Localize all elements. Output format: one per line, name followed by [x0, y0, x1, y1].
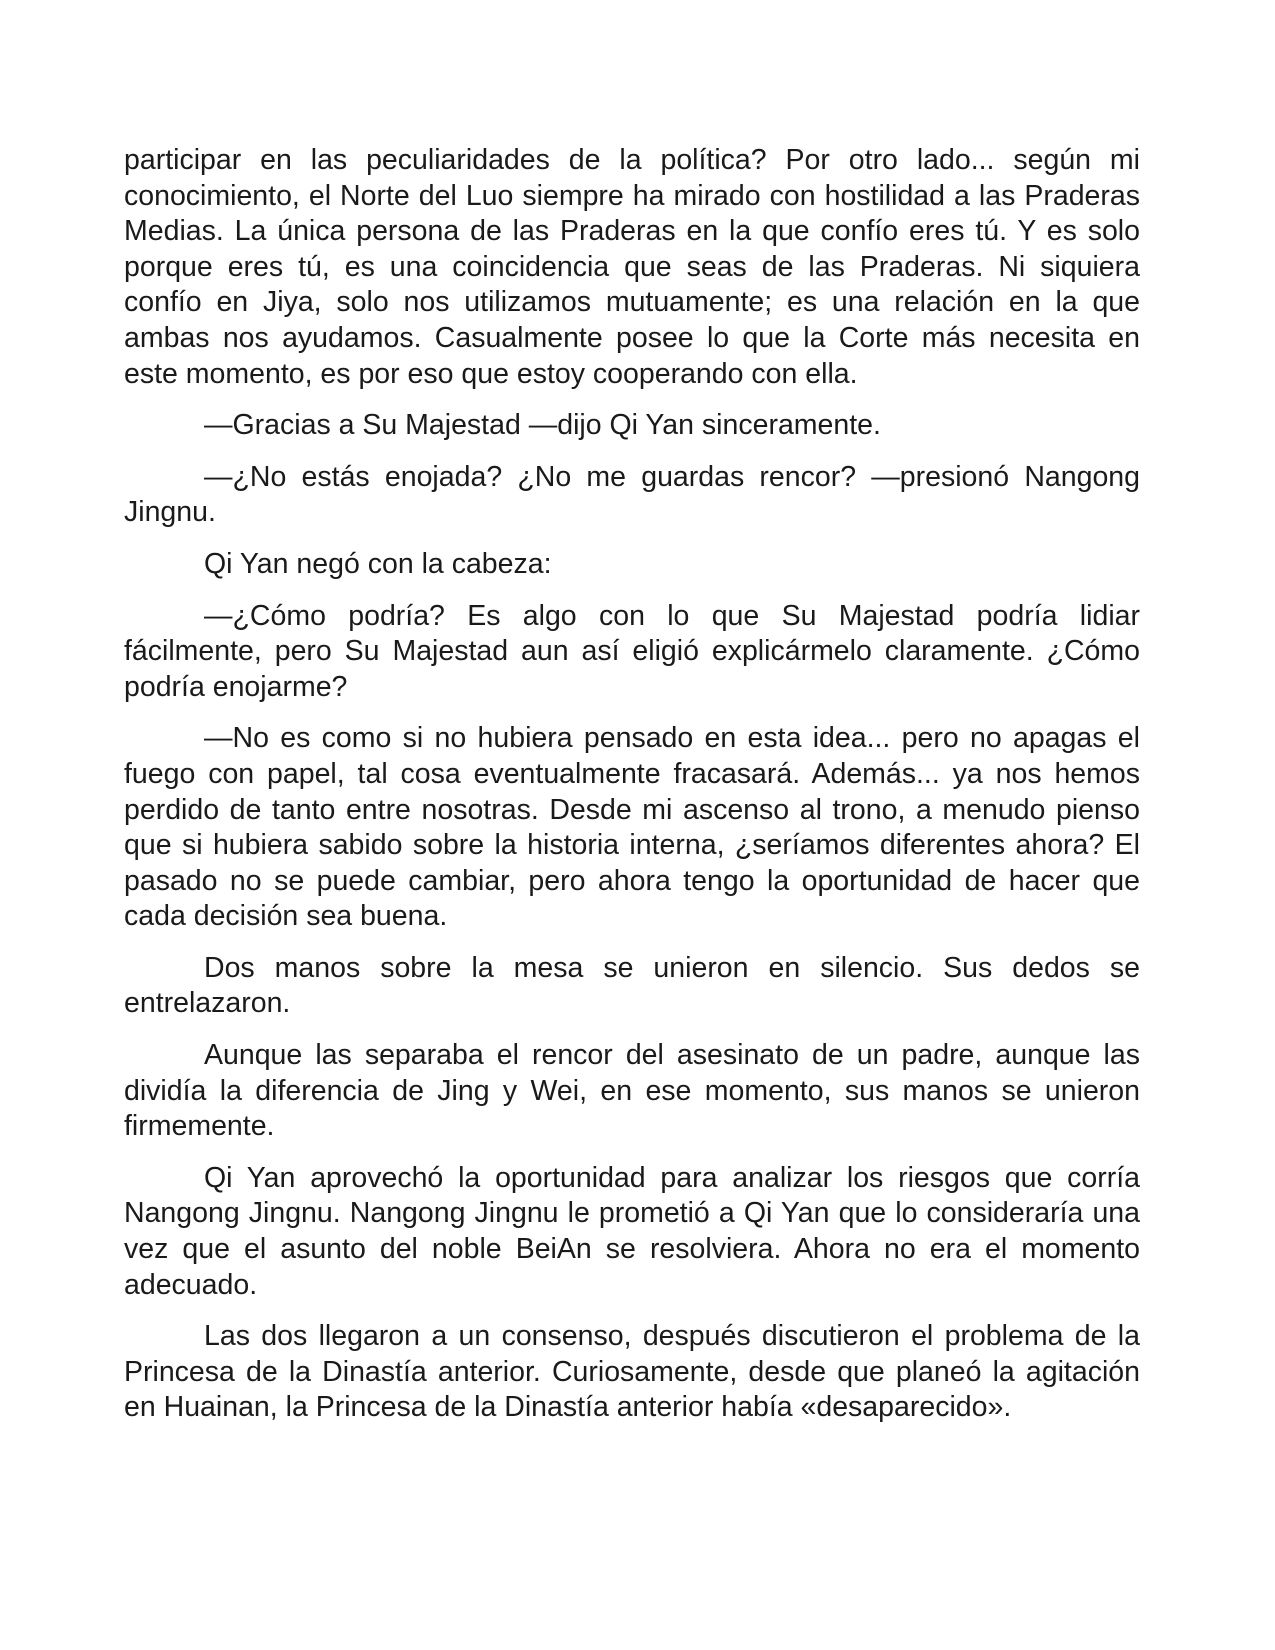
paragraph-narration-head-shake: Qi Yan negó con la cabeza:: [204, 547, 552, 580]
paragraph-dialogue-question: —¿No estás enojada? ¿No me guardas rencor? —presionó Nangong Jingnu.: [124, 460, 1140, 529]
paragraph-dialogue-explanation: —No es como si no hubiera pensado en esta idea... pero no apagas el fuego con papel, tal cosa eventualmente fracasará. Además... ya nos hemos perdido de tanto entre nosotras. Desde mi ascenso al trono, a menudo pienso que si hubiera sabido sobre la historia interna, ¿seríamos diferentes ahora? El pasado no se puede cambiar, pero ahora tengo la oportunidad de hacer que cada decisión sea buena.: [124, 722, 1140, 933]
paragraph-narration-hands: Dos manos sobre la mesa se unieron en silencio. Sus dedos se entrelazaron.: [124, 951, 1140, 1020]
paragraph-narration-consensus: Las dos llegaron a un consenso, después discutieron el problema de la Princesa de la Dinastía anterior. Curiosamente, desde que planeó la agitación en Huainan, la Princesa de la Dinastía anterior había «desaparecido».: [124, 1320, 1140, 1424]
paragraph-continuation: participar en las peculiaridades de la política? Por otro lado... según mi conocimiento, el Norte del Luo siempre ha mirado con hostilidad a las Praderas Medias. La única persona de las Praderas en la que confío eres tú. Y es solo porque eres tú, es una coincidencia que seas de las Praderas. Ni siquiera confío en Jiya, solo nos utilizamos mutuamente; es una relación en la que ambas nos ayudamos. Casualmente posee lo que la Corte más necesita en este momento, es por eso que estoy cooperando con ella.: [124, 144, 1140, 390]
paragraph-dialogue-thanks: —Gracias a Su Majestad —dijo Qi Yan sinceramente.: [204, 409, 881, 442]
paragraph-narration-risks: Qi Yan aprovechó la oportunidad para analizar los riesgos que corría Nangong Jingnu. Nangong Jingnu le prometió a Qi Yan que lo consideraría una vez que el asunto del noble BeiAn se resolviera. Ahora no era el momento adecuado.: [124, 1161, 1140, 1301]
paragraph-dialogue-reply: —¿Cómo podría? Es algo con lo que Su Majestad podría lidiar fácilmente, pero Su Majestad aun así eligió explicármelo claramente. ¿Cómo podría enojarme?: [124, 599, 1140, 703]
paragraph-narration-rancor: Aunque las separaba el rencor del asesinato de un padre, aunque las dividía la diferencia de Jing y Wei, en ese momento, sus manos se unieron firmemente.: [124, 1039, 1140, 1143]
document-page: [124, 143, 1140, 1442]
